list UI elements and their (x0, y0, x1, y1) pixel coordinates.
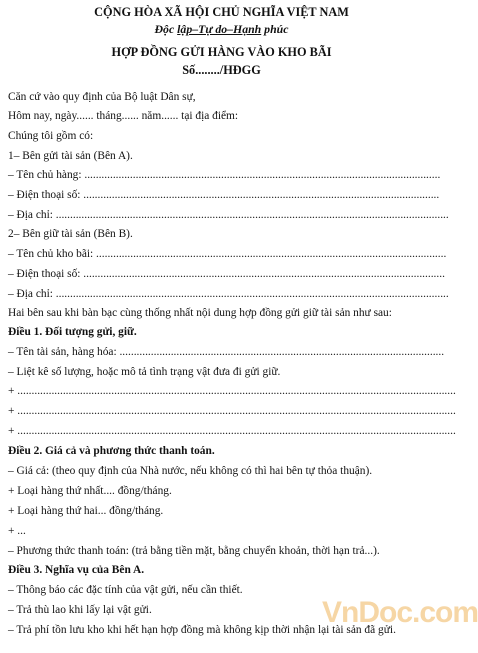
price-item-2: + Loại hàng thứ hai... đồng/tháng. (8, 505, 164, 517)
asset-name-line: – Tên tài sản, hàng hóa: .................................................................................................................. (8, 346, 445, 358)
article-3-heading: Điều 3. Nghĩa vụ của Bên A. (8, 564, 145, 576)
date-place: Hôm nay, ngày...... tháng...... năm...... tại địa điểm: (8, 110, 239, 122)
party-a-owner-line: – Tên chủ hàng: ............................................................................................................................. (8, 169, 441, 181)
national-title: CỘNG HÒA XÃ HỘI CHỦ NGHĨA VIỆT NAM (94, 5, 349, 19)
motto-part-3: phúc (261, 22, 289, 36)
motto-part-1: Độc (154, 22, 178, 36)
price-item-more: + ... (8, 525, 26, 537)
duty-a-3: – Trả phí tồn lưu kho khi hết hạn hợp đồng mà không kịp thời nhận lại tài sản đã gửi. (8, 624, 396, 636)
asset-list-line: + .......................................................................................................................................................... (8, 385, 456, 397)
duty-a-1: – Thông báo các đặc tính của vật gửi, nếu cần thiết. (8, 584, 243, 596)
party-b-phone-line: – Điện thoại số: ............................................................................................................................... (8, 268, 445, 280)
party-b-address-line: – Địa chỉ: .......................................................................................................................................... (8, 288, 449, 300)
party-b-heading: 2– Bên giữ tài sản (Bên B). (8, 228, 133, 240)
article-1-heading: Điều 1. Đối tượng gửi, giữ. (8, 326, 137, 338)
agreement-intro: Hai bên sau khi bàn bạc cùng thống nhất nội dung hợp đồng gửi giữ tài sản như sau: (8, 307, 392, 319)
legal-basis: Căn cứ vào quy định của Bộ luật Dân sự, (8, 91, 196, 103)
parties-intro: Chúng tôi gồm có: (8, 130, 94, 142)
vndoc-watermark: VnDoc.com (322, 596, 478, 629)
asset-list-intro: – Liệt kê số lượng, hoặc mô tả tình trạng vật đưa đi gửi giữ. (8, 366, 281, 378)
party-a-address-line: – Địa chỉ: .......................................................................................................................................... (8, 209, 449, 221)
asset-list-line: + .......................................................................................................................................................... (8, 425, 456, 437)
duty-a-2: – Trả thù lao khi lấy lại vật gửi. (8, 604, 152, 616)
motto-part-2: lập–Tự do–Hạnh (177, 22, 262, 36)
price-item-1: + Loại hàng thứ nhất.... đồng/tháng. (8, 485, 172, 497)
contract-title: HỢP ĐỒNG GỬI HÀNG VÀO KHO BÃI (111, 45, 332, 59)
price-line: – Giá cả: (theo quy định của Nhà nước, nếu không có thì hai bên tự thỏa thuận). (8, 465, 373, 477)
party-a-phone-line: – Điện thoại số: ............................................................................................................................. (8, 189, 440, 201)
national-motto (0, 22, 443, 36)
article-2-heading: Điều 2. Giá cả và phương thức thanh toán. (8, 445, 215, 457)
party-b-owner-line: – Tên chủ kho bãi: ........................................................................................................................... (8, 248, 447, 260)
contract-number: Số......../HĐGG (182, 63, 261, 77)
payment-method: – Phương thức thanh toán: (trả bằng tiền mặt, bằng chuyển khoản, thời hạn trả...). (8, 545, 380, 557)
party-a-heading: 1– Bên gửi tài sản (Bên A). (8, 150, 133, 162)
asset-list-line: + .......................................................................................................................................................... (8, 405, 456, 417)
